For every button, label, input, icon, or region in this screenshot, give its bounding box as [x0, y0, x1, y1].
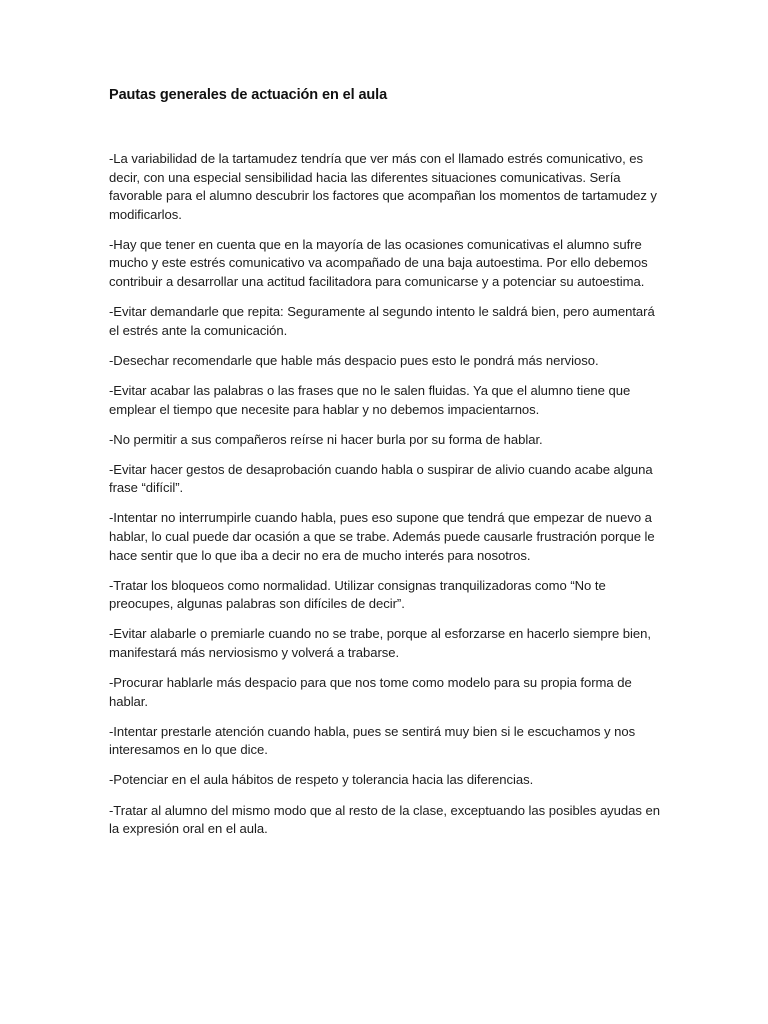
- paragraph-respeto: -Potenciar en el aula hábitos de respeto y tolerancia hacia las diferencias.: [109, 772, 534, 788]
- paragraph-prestar-atencion: -Intentar prestarle atención cuando habla, pues se sentirá muy bien si le escuchamos y nos interesamos en lo que dice.: [109, 723, 636, 758]
- paragraph-mismo-modo: -Tratar al alumno del mismo modo que al resto de la clase, exceptuando las posibles ayudas en la expresión oral en el aula.: [109, 802, 660, 837]
- paragraph-autoestima: -Hay que tener en cuenta que en la mayoría de las ocasiones comunicativas el alumno sufre mucho y este estrés comunicativo va acompañado de una baja autoestima. Por ello debemos contribuir a desarrollar una actitud facilitadora para comunicarse y a potenciar su autoestima.: [109, 236, 648, 290]
- paragraph-no-acabar-palabras: -Evitar acabar las palabras o las frases que no le salen fluidas. Ya que el alumno tiene que emplear el tiempo que necesite para hablar y no debemos impacientarnos.: [109, 382, 631, 417]
- document-body: [109, 150, 661, 850]
- paragraph-no-interrumpir: -Intentar no interrumpirle cuando habla, pues eso supone que tendrá que empezar de nuevo a hablar, lo cual puede dar ocasión a que se trabe. Además puede causarle frustración porque le hace sentir que lo que iba a decir no era de mucho interés para nosotros.: [109, 510, 655, 563]
- paragraph-no-gestos: -Evitar hacer gestos de desaprobación cuando habla o suspirar de alivio cuando acabe alguna frase “difícil”.: [109, 461, 653, 496]
- paragraph-no-burla: -No permitir a sus compañeros reírse ni hacer burla por su forma de hablar.: [109, 431, 543, 447]
- paragraph-hablar-despacio: -Procurar hablarle más despacio para que nos tome como modelo para su propia forma de hablar.: [109, 675, 632, 709]
- paragraph-bloqueos: -Tratar los bloqueos como normalidad. Utilizar consignas tranquilizadoras como “No te preocupes, algunas palabras son difíciles de decir”.: [109, 577, 606, 612]
- paragraph-no-despacio: -Desechar recomendarle que hable más despacio pues esto le pondrá más nervioso.: [109, 352, 599, 368]
- paragraph-no-alabar: -Evitar alabarle o premiarle cuando no se trabe, porque al esforzarse en hacerlo siempre bien, manifestará más nerviosismo y volverá a trabarse.: [109, 626, 651, 660]
- document-title: Pautas generales de actuación en el aula: [109, 87, 388, 103]
- paragraph-variabilidad: -La variabilidad de la tartamudez tendría que ver más con el llamado estrés comunicativo, es decir, con una especial sensibilidad hacia las diferentes situaciones comunicativas. Sería favorable para el alumno descubrir los factores que acompañan los momentos de tartamudez y modificarlos.: [109, 151, 657, 222]
- paragraph-no-repetir: -Evitar demandarle que repita: Seguramente al segundo intento le saldrá bien, pero aumentará el estrés ante la comunicación.: [109, 304, 655, 338]
